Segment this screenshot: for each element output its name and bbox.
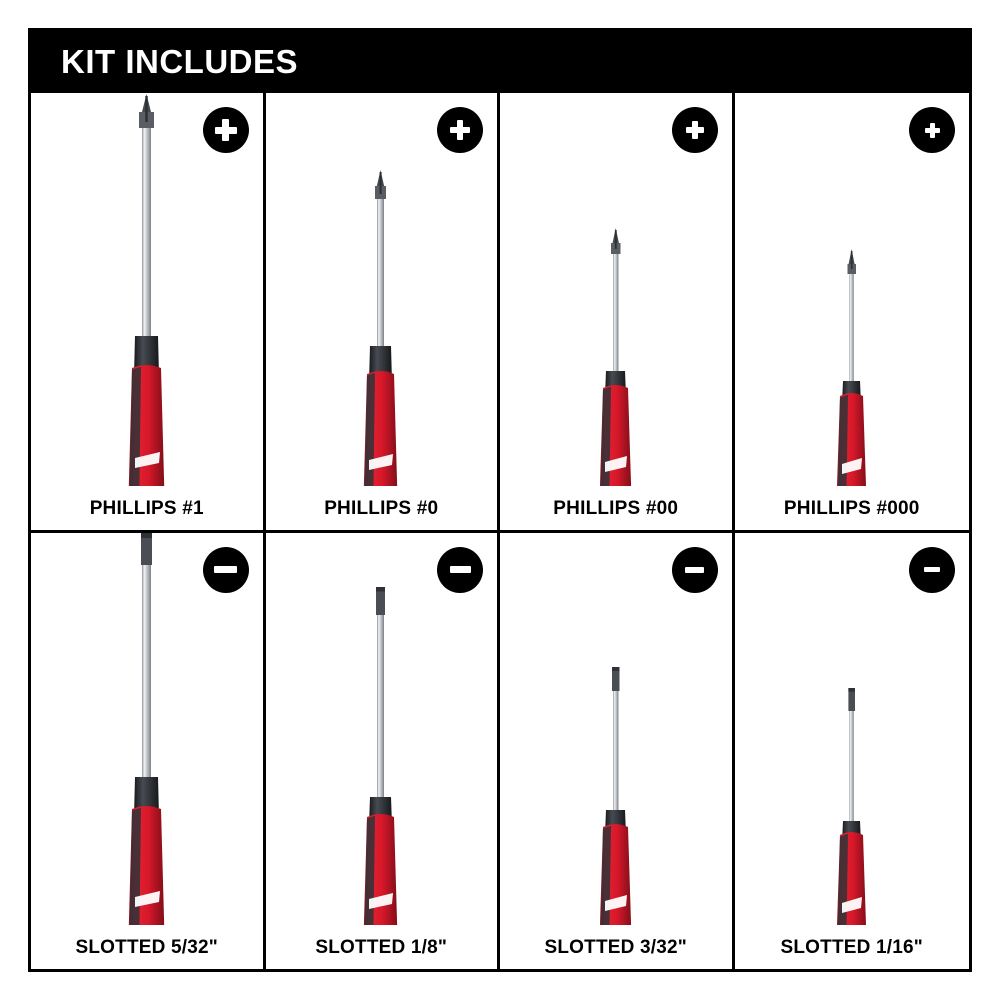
tool-cell-phillips-1[interactable] bbox=[31, 93, 266, 530]
screwdriver-graphic bbox=[72, 93, 222, 486]
tool-label: SLOTTED 3/32" bbox=[544, 937, 688, 958]
tool-label: SLOTTED 1/8" bbox=[315, 937, 448, 958]
page-title: KIT INCLUDES bbox=[61, 43, 298, 80]
screwdriver-graphic bbox=[777, 93, 927, 486]
tool-illustration-phillips-000 bbox=[735, 93, 970, 486]
tool-cell-slotted-5-32[interactable] bbox=[31, 533, 266, 970]
tool-cell-slotted-3-32[interactable] bbox=[500, 533, 735, 970]
tool-illustration-slotted-1-16 bbox=[735, 533, 970, 926]
tool-cell-phillips-0[interactable] bbox=[266, 93, 501, 530]
tool-cell-slotted-1-8[interactable] bbox=[266, 533, 501, 970]
tool-illustration-phillips-1 bbox=[31, 93, 263, 486]
tool-label: SLOTTED 1/16" bbox=[780, 937, 924, 958]
screwdriver-graphic bbox=[306, 93, 456, 486]
screwdriver-graphic bbox=[72, 533, 222, 926]
kit-includes-panel bbox=[28, 28, 972, 972]
tool-illustration-slotted-3-32 bbox=[500, 533, 732, 926]
tool-label: PHILLIPS #000 bbox=[783, 497, 920, 519]
tool-row-phillips bbox=[31, 93, 969, 533]
tool-grid bbox=[31, 93, 969, 969]
tool-illustration-slotted-1-8 bbox=[266, 533, 498, 926]
tool-label: PHILLIPS #1 bbox=[89, 497, 204, 519]
panel-header bbox=[31, 31, 969, 93]
tool-cell-phillips-00[interactable] bbox=[500, 93, 735, 530]
screwdriver-graphic bbox=[541, 93, 691, 486]
tool-label: PHILLIPS #00 bbox=[553, 497, 679, 519]
tool-illustration-slotted-5-32 bbox=[31, 533, 263, 926]
screwdriver-graphic bbox=[306, 533, 456, 926]
tool-label: SLOTTED 5/32" bbox=[75, 937, 219, 958]
screwdriver-graphic bbox=[541, 533, 691, 926]
tool-label: PHILLIPS #0 bbox=[324, 497, 439, 519]
screwdriver-graphic bbox=[777, 533, 927, 926]
tool-illustration-phillips-0 bbox=[266, 93, 498, 486]
tool-cell-slotted-1-16[interactable] bbox=[735, 533, 970, 970]
tool-illustration-phillips-00 bbox=[500, 93, 732, 486]
tool-cell-phillips-000[interactable] bbox=[735, 93, 970, 530]
tool-row-slotted bbox=[31, 533, 969, 970]
